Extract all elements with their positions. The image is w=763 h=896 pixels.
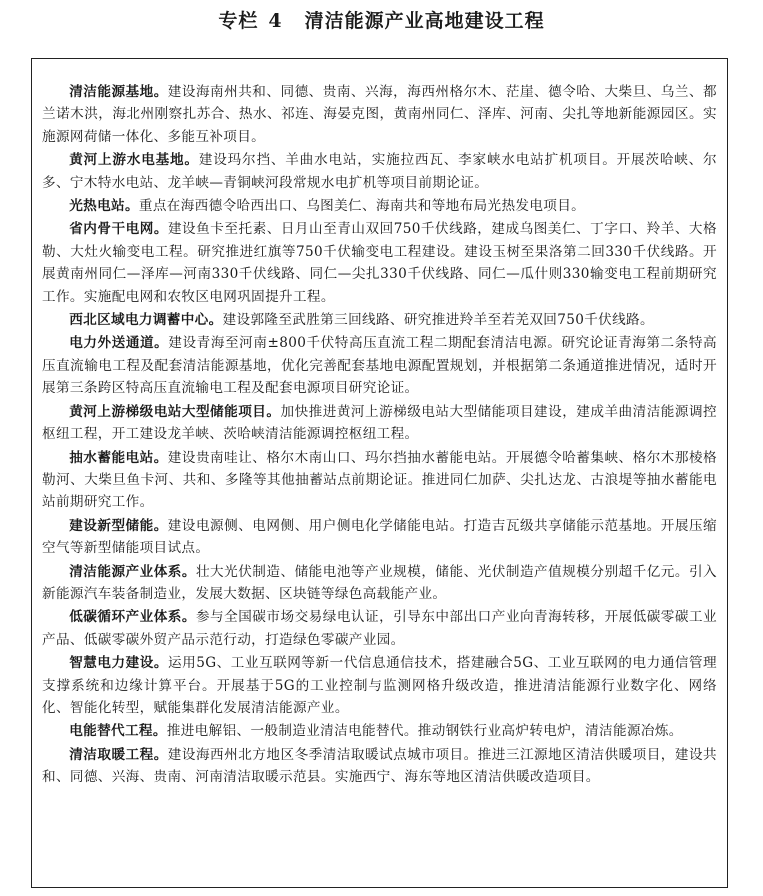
section-body: 建设电源侧、电网侧、用户侧电化学储能电站。打造吉瓦级共享储能示范基地。开展压缩空气等新型储能项目试点。 — [42, 517, 717, 557]
section-industry-system — [42, 561, 717, 606]
section-heading: 清洁取暖工程。 — [69, 746, 168, 763]
section-body: 推进电解铝、一般制造业清洁电能替代。推动钢铁行业高炉转电炉，清洁能源冶炼。 — [166, 723, 683, 740]
section-body: 建设玛尔挡、羊曲水电站，实施拉西瓦、李家峡水电站扩机项目。开展茨哈峡、尔多、宁木特水电站、龙羊峡—青铜峡河段常规水电扩机等项目前期论证。 — [42, 152, 717, 191]
section-cascade-storage — [42, 401, 717, 446]
section-heading: 电力外送通道。 — [69, 335, 169, 352]
section-body: 加快推进黄河上游梯级电站大型储能项目建设，建成羊曲清洁能源调控枢纽工程，开工建设龙羊峡、茨哈峡清洁能源调控枢纽工程。 — [42, 403, 717, 443]
section-low-carbon — [42, 606, 717, 651]
section-power-export-channel — [42, 332, 717, 399]
section-solar-thermal — [42, 195, 717, 217]
box-label: 专栏 — [218, 10, 259, 32]
section-northwest-regulation-center — [42, 309, 717, 331]
section-body: 运用5G、工业互联网等新一代信息通信技术，搭建融合5G、工业互联网的电力通信管理支撑系统和边缘计算平台。开展基于5G的工业控制与监测网格升级改造，推进清洁能源行业数字化、网络化、智能化转型，赋能集群化发展清洁能源产业。 — [42, 655, 718, 716]
section-body: 建设青海至河南±800千伏特高压直流工程二期配套清洁电源。研究论证青海第二条特高压直流输电工程及配套清洁能源基地，优化完善配套基地电源配置规划，并根据第二条通道推进情况，适时开展第三条跨区特高压直流输电工程及配套电源项目研究论证。 — [42, 335, 717, 397]
section-body: 壮大光伏制造、储能电池等产业规模，储能、光伏制造产值规模分别超千亿元。引入新能源汽车装备制造业，发展大数据、区块链等绿色高载能产业。 — [42, 563, 717, 602]
section-heading: 建设新型储能。 — [69, 517, 168, 534]
section-heading: 电能替代工程。 — [69, 723, 167, 740]
section-pumped-storage — [42, 447, 717, 514]
section-heading: 抽水蓄能电站。 — [69, 449, 168, 466]
section-new-storage — [42, 515, 717, 560]
project-box — [31, 58, 728, 888]
section-heading: 省内骨干电网。 — [69, 221, 168, 238]
section-body: 建设贵南哇让、格尔木南山口、玛尔挡抽水蓄能电站。开展德令哈蓄集峡、格尔木那棱格勒河、大柴旦鱼卡河、共和、多隆等其他抽蓄站点前期论证。推进同仁加萨、尖扎达龙、古浪堤等抽水蓄能电站前期研究工作。 — [42, 449, 717, 511]
section-heading: 西北区域电力调蓄中心。 — [69, 312, 223, 329]
box-title — [0, 6, 763, 36]
section-heading: 光热电站。 — [69, 198, 139, 215]
section-body: 重点在海西德令哈西出口、乌图美仁、海南共和等地布局光热发电项目。 — [138, 198, 586, 215]
box-content — [42, 81, 717, 790]
section-clean-heating — [42, 744, 717, 789]
section-body: 建设鱼卡至托素、日月山至青山双回750千伏线路，建成乌图美仁、丁字口、羚羊、大格勒、大灶火输变电工程。研究推进红旗等750千伏输变电工程建设。建设玉树至果洛第二回330千伏线路。开展黄南州同仁—泽库—河南330千伏线路、同仁—尖扎330千伏线路、同仁—瓜什则330输变电工程前期研究工作。实施配电网和农牧区电网巩固提升工程。 — [42, 221, 717, 305]
section-smart-power — [42, 652, 717, 719]
section-body: 建设郭隆至武胜第三回线路、研究推进羚羊至若羌双回750千伏线路。 — [222, 312, 654, 329]
section-body: 建设海西州北方地区冬季清洁取暖试点城市项目。推进三江源地区清洁供暖项目，建设共和、同德、兴海、贵南、河南清洁取暖示范县。实施西宁、海东等地区清洁供暖改造项目。 — [42, 746, 717, 786]
section-body: 建设海南州共和、同德、贵南、兴海，海西州格尔木、茫崖、德令哈、大柴旦、乌兰、都兰诺木洪，海北州刚察扎苏合、热水、祁连、海晏克图，黄南州同仁、泽库、河南、尖扎等地新能源园区。实施源网荷储一体化、多能互补项目。 — [42, 84, 717, 145]
section-heading: 清洁能源产业体系。 — [69, 563, 196, 580]
section-heading: 智慧电力建设。 — [69, 655, 169, 672]
section-body: 参与全国碳市场交易绿电认证，引导东中部出口产业向青海转移，开展低碳零碳工业产品、低碳零碳外贸产品示范行动，打造绿色零碳产业园。 — [42, 609, 717, 648]
section-clean-energy-bases — [42, 81, 717, 148]
box-title-text: 清洁能源产业高地建设工程 — [304, 10, 545, 32]
section-backbone-grid — [42, 218, 717, 308]
section-electric-substitution — [42, 720, 717, 742]
section-heading: 黄河上游梯级电站大型储能项目。 — [69, 403, 281, 420]
section-heading: 黄河上游水电基地。 — [69, 152, 199, 169]
section-yellow-river-hydropower — [42, 149, 717, 194]
section-heading: 清洁能源基地。 — [69, 84, 168, 100]
section-heading: 低碳循环产业体系。 — [69, 609, 196, 626]
box-number: 4 — [268, 10, 283, 32]
